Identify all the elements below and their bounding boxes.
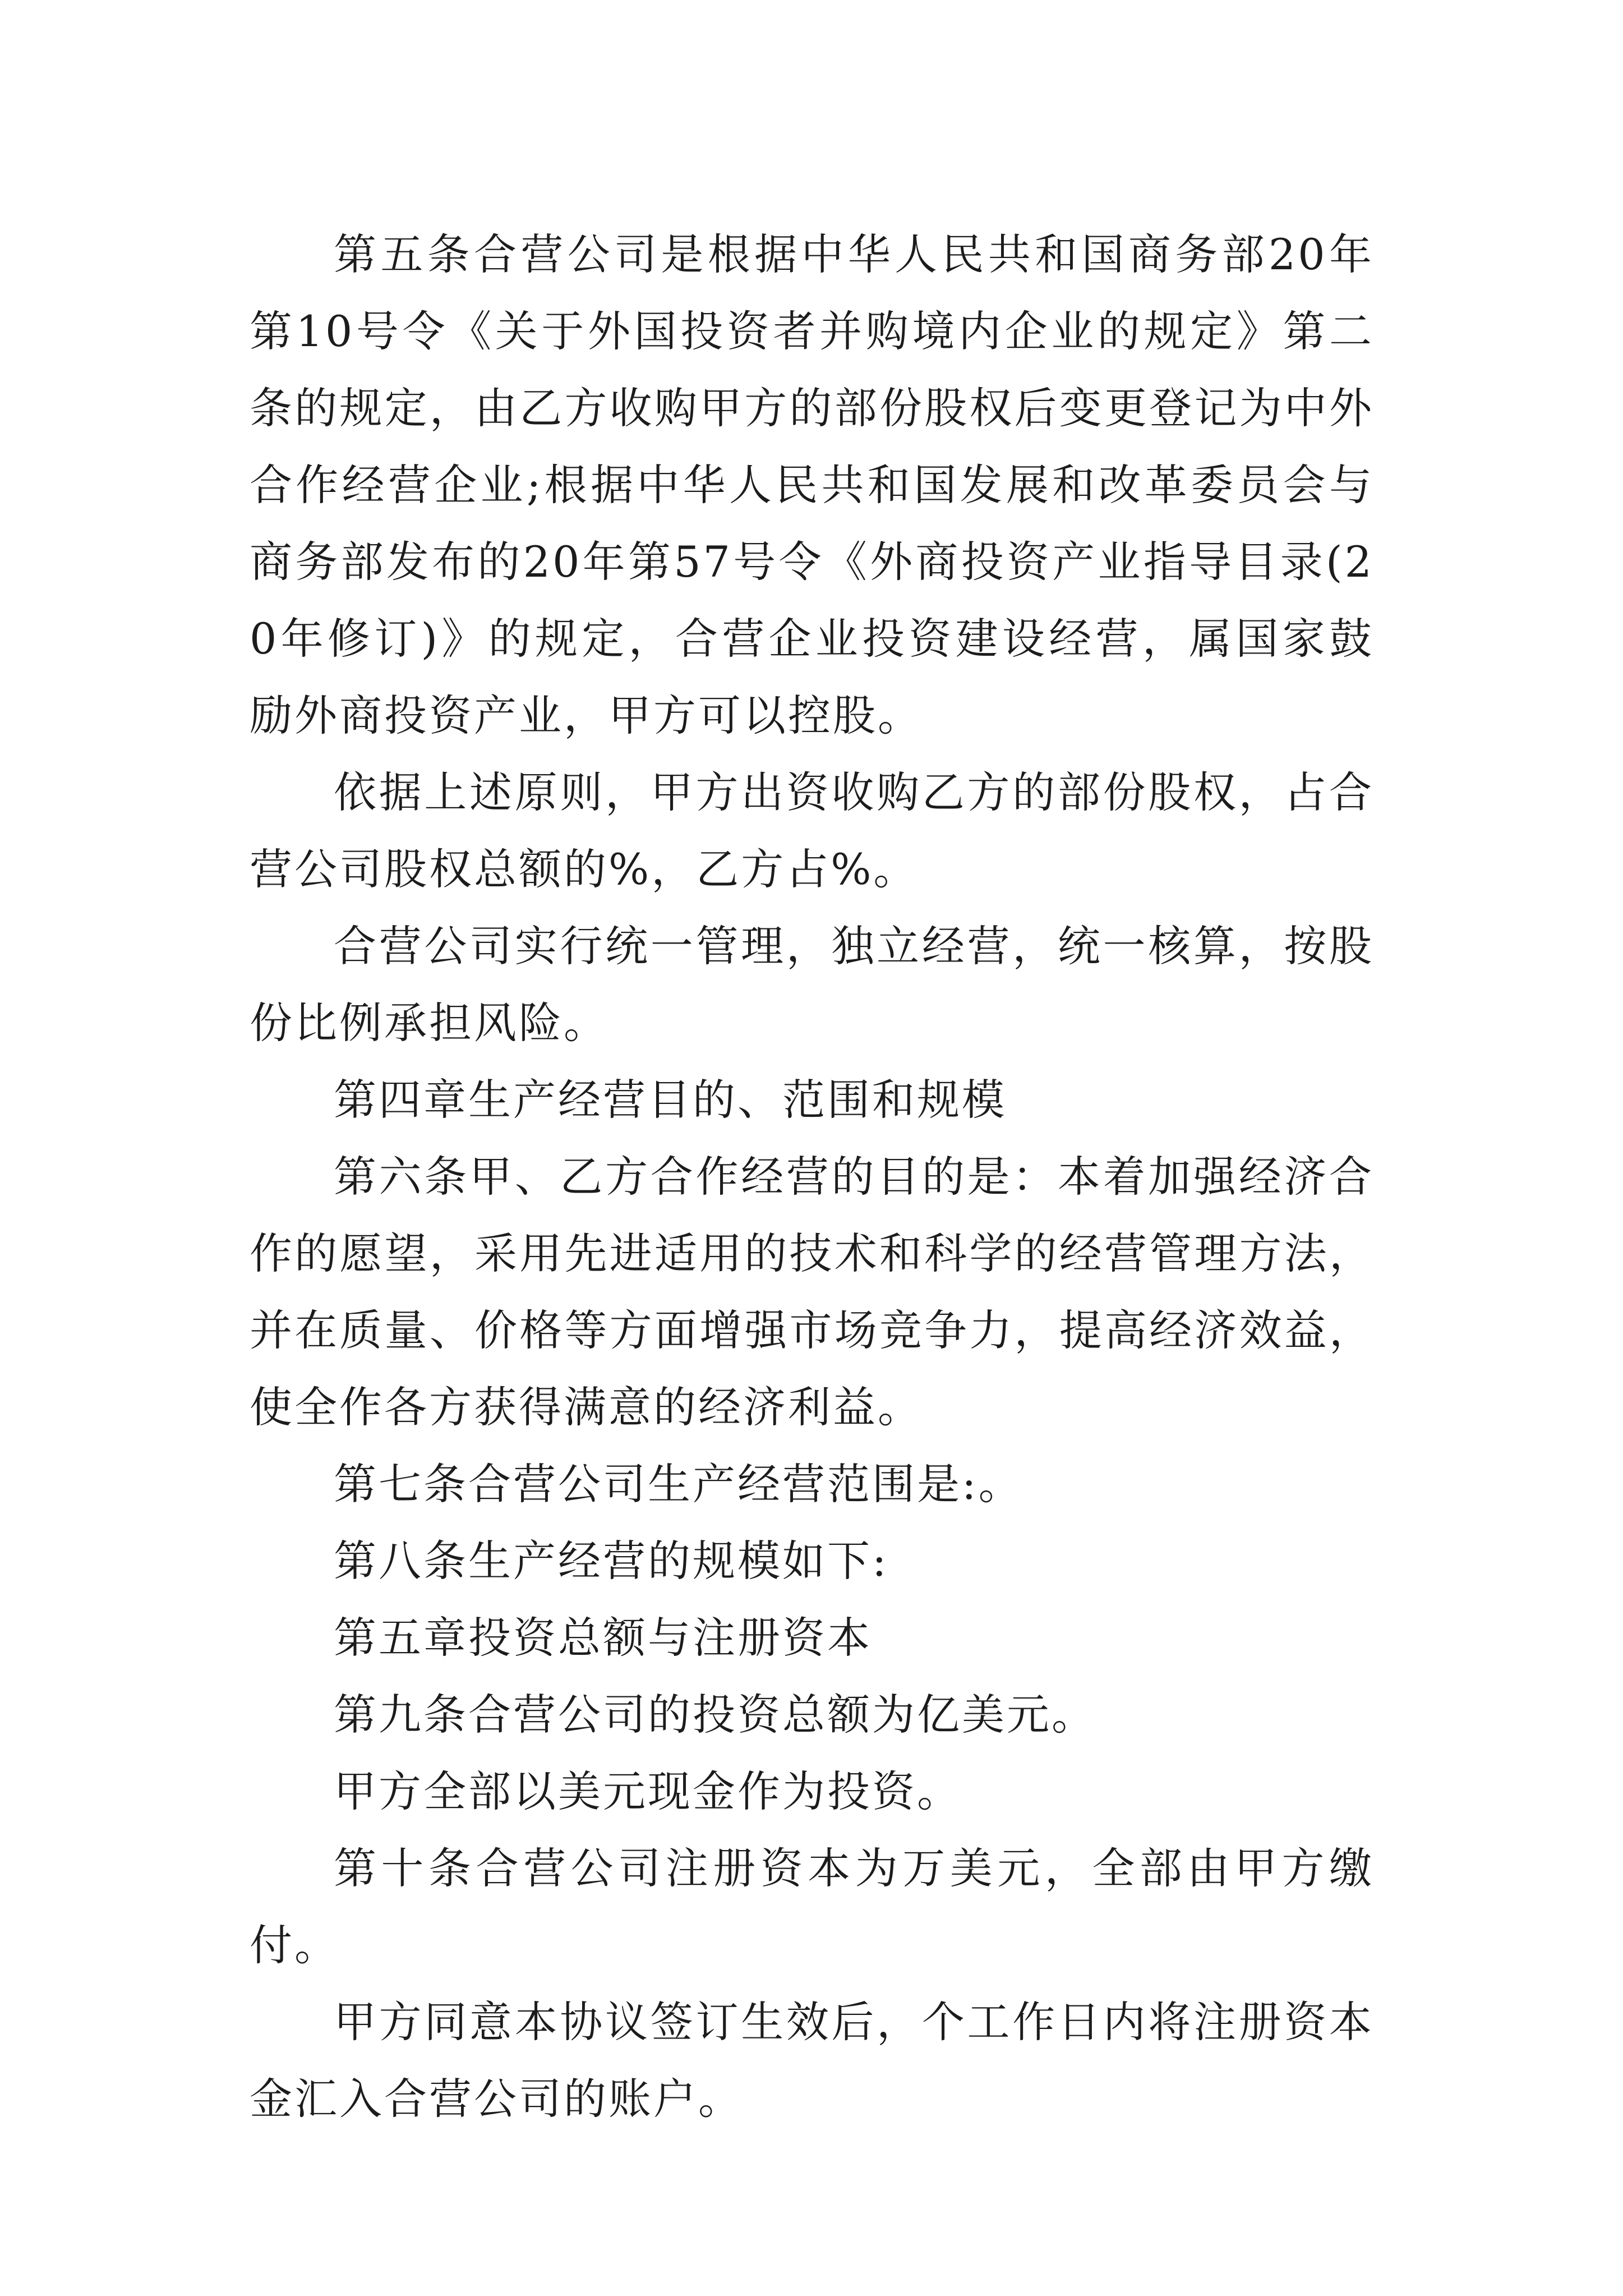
chapter-4-heading: 第四章生产经营目的、范围和规模: [334, 1075, 1007, 1125]
paragraph-article-9: 第九条合营公司的投资总额为亿美元。: [334, 1690, 1096, 1740]
paragraph-management: 合营公司实行统一管理，独立经营，统一核算，按股份比例承担风险。: [250, 921, 1374, 1048]
paragraph-cash-investment: 甲方全部以美元现金作为投资。: [334, 1766, 962, 1816]
paragraph-article-6: 第六条甲、乙方合作经营的目的是：本着加强经济合作的愿望，采用先进适用的技术和科学的经营管理方法，并在质量、价格等方面增强市场竞争力，提高经济效益，使全作各方获得满意的经济利益。: [250, 1152, 1374, 1432]
paragraph-article-8: 第八条生产经营的规模如下:: [334, 1536, 889, 1586]
paragraph-article-10: 第十条合营公司注册资本为万美元，全部由甲方缴付。: [250, 1843, 1374, 1970]
paragraph-article-5: 第五条合营公司是根据中华人民共和国商务部20年第10号令《关于外国投资者并购境内企业的规定》第二条的规定，由乙方收购甲方的部份股权后变更登记为中外合作经营企业;根据中华人民共和国发展和改革委员会与商务部发布的20年第57号令《外商投资产业指导目录(20年修订)》的规定，合营企业投资建设经营，属国家鼓励外商投资产业，甲方可以控股。: [250, 229, 1374, 740]
chapter-5-heading: 第五章投资总额与注册资本: [334, 1613, 872, 1663]
document-body: [250, 216, 1374, 2137]
paragraph-equity-share: 依据上述原则，甲方出资收购乙方的部份股权，占合营公司股权总额的%，乙方占%。: [250, 767, 1374, 894]
paragraph-article-7: 第七条合营公司生产经营范围是:。: [334, 1459, 1023, 1509]
paragraph-capital-transfer: 甲方同意本协议签订生效后，个工作日内将注册资本金汇入合营公司的账户。: [250, 1997, 1374, 2124]
